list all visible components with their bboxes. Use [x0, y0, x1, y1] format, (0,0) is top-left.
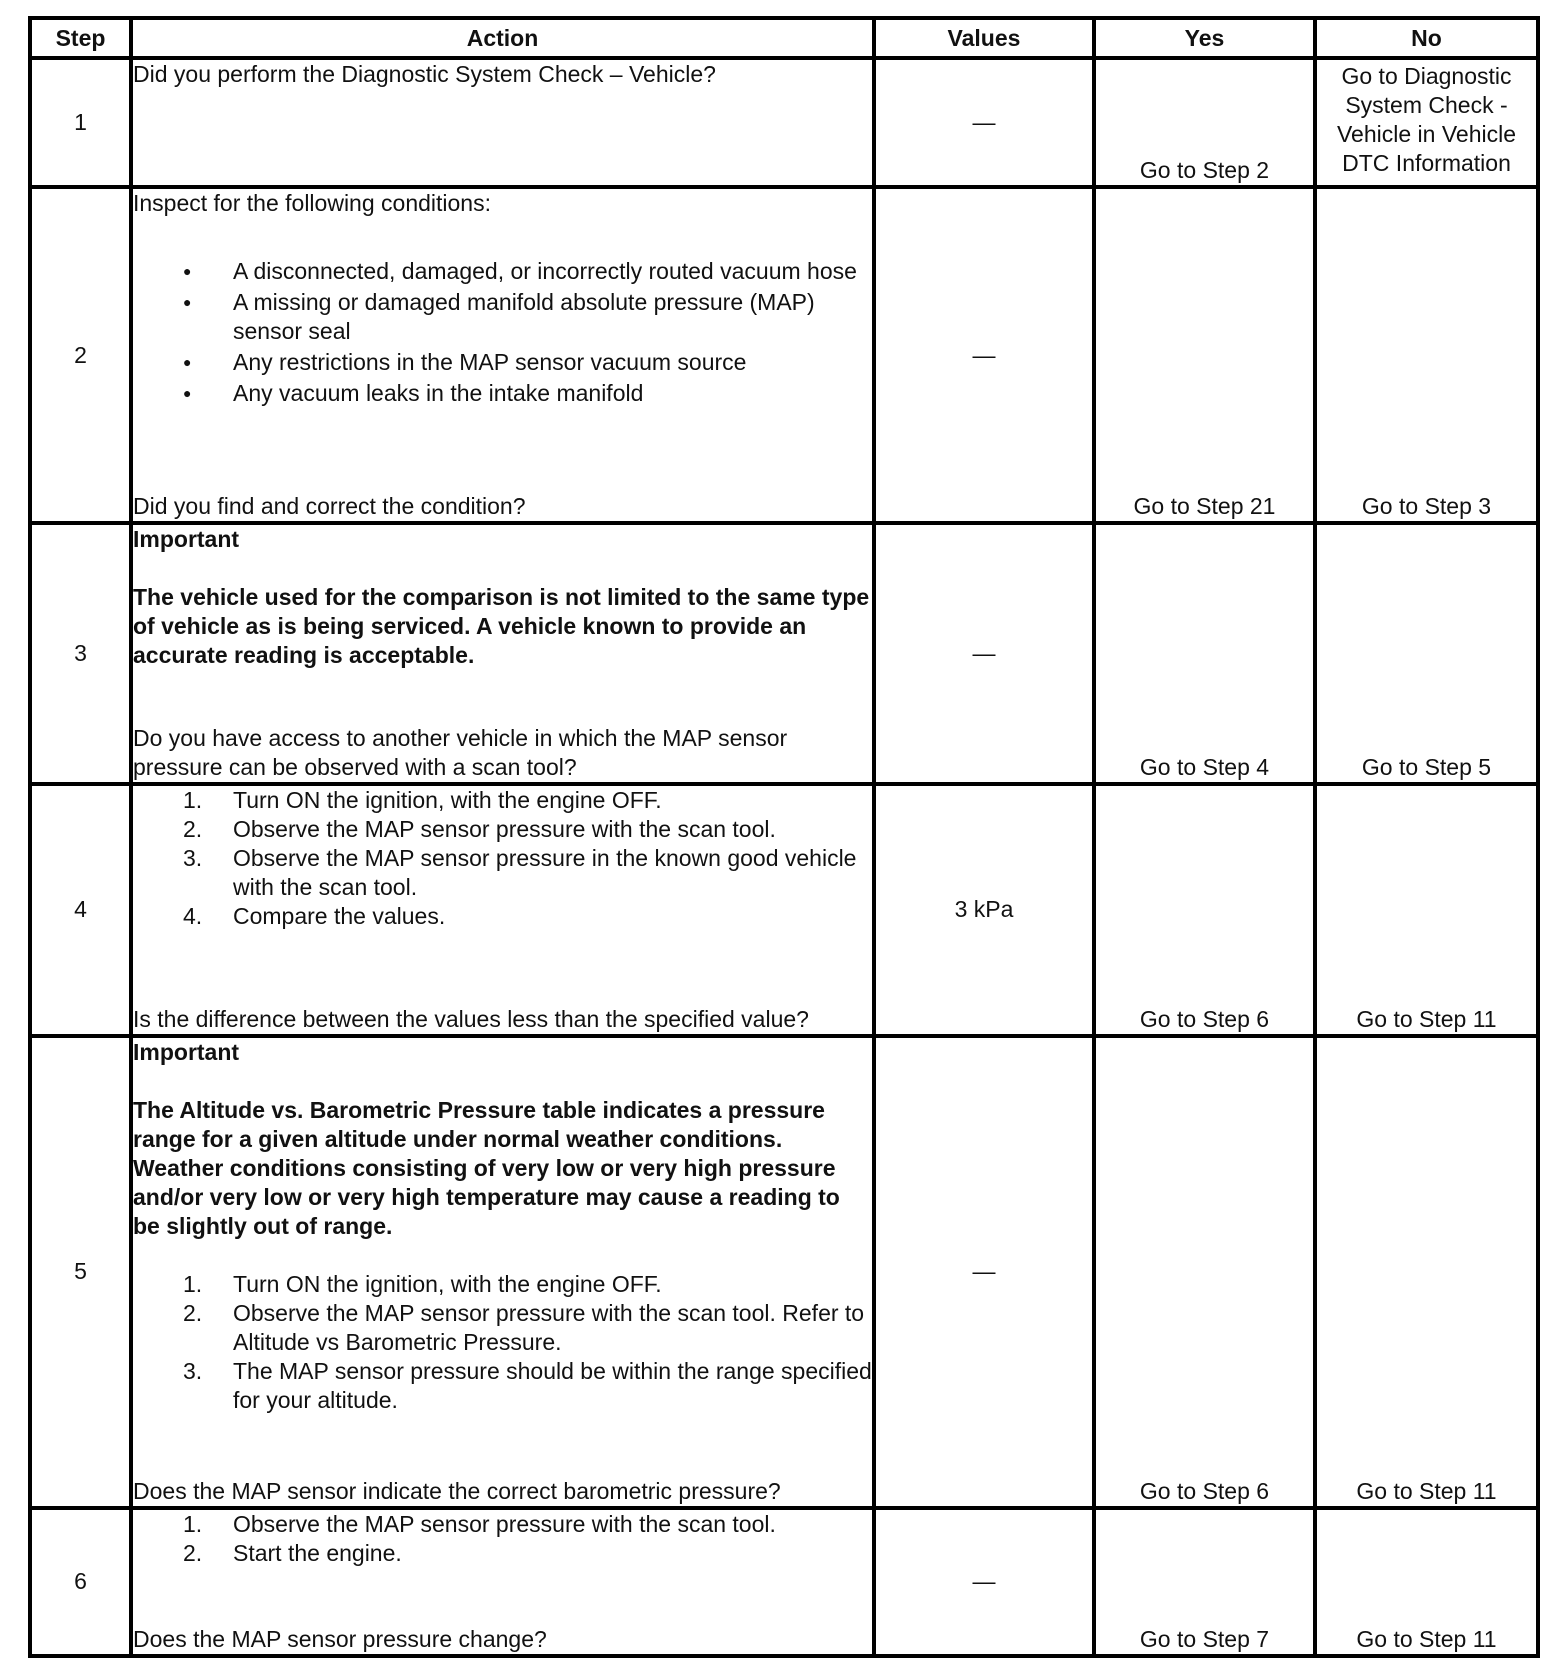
list-item: 2. Observe the MAP sensor pressure with the scan tool. Refer to Altitude vs Barometric Pressure. [183, 1300, 865, 1356]
table-row [30, 1036, 1538, 1508]
table-row [30, 58, 1538, 187]
important-label: Important [133, 526, 240, 553]
action-question: Did you perform the Diagnostic System Check – Vehicle? [133, 61, 716, 87]
values-cell: 3 kPa [874, 784, 1094, 1036]
action-question: Does the MAP sensor indicate the correct barometric pressure? [133, 1477, 781, 1504]
action-cell [131, 1036, 874, 1508]
action-cell [131, 187, 874, 523]
action-question: Does the MAP sensor pressure change? [133, 1626, 547, 1652]
table-row [30, 1508, 1538, 1656]
action-cell [131, 784, 874, 1036]
list-item: 3. The MAP sensor pressure should be within the range specified for your altitude. [183, 1358, 872, 1414]
values-cell: — [874, 523, 1094, 784]
values-cell: — [874, 1036, 1094, 1508]
step-number: 2 [30, 187, 131, 523]
header-no: No [1315, 18, 1538, 58]
yes-link[interactable]: Go to Step 4 [1094, 523, 1315, 784]
action-question: Is the difference between the values less than the specified value? [133, 1006, 809, 1033]
values-cell: — [874, 58, 1094, 187]
step-number: 6 [30, 1508, 131, 1656]
table-row [30, 523, 1538, 784]
list-item: 2. Start the engine. [183, 1539, 402, 1566]
table-row [30, 784, 1538, 1036]
no-link[interactable]: Go to Step 11 [1315, 1508, 1538, 1656]
action-question: Do you have access to another vehicle in which the MAP sensor pressure can be observed with a scan tool? [133, 724, 788, 780]
action-cell [131, 1508, 874, 1656]
no-link[interactable]: Go to Step 11 [1315, 1036, 1538, 1508]
header-action: Action [131, 18, 874, 58]
action-cell [131, 58, 874, 187]
list-item: ● A disconnected, damaged, or incorrectly routed vacuum hose [133, 257, 872, 286]
step-number: 3 [30, 523, 131, 784]
yes-link[interactable]: Go to Step 21 [1094, 187, 1315, 523]
list-item: ● Any restrictions in the MAP sensor vacuum source [133, 348, 872, 377]
list-item: ● A missing or damaged manifold absolute pressure (MAP) sensor seal [133, 288, 872, 346]
important-text: The vehicle used for the comparison is not limited to the same type of vehicle as is being serviced. A vehicle known to provide an accurate reading is acceptable. [133, 584, 870, 669]
table-row [30, 187, 1538, 523]
list-item: 1. Turn ON the ignition, with the engine OFF. [183, 786, 662, 813]
no-link[interactable]: Go to Diagnostic System Check - Vehicle in Vehicle DTC Information [1315, 58, 1538, 187]
step-number: 4 [30, 784, 131, 1036]
values-cell: — [874, 187, 1094, 523]
important-label: Important [133, 1039, 240, 1066]
diagnostic-table [28, 16, 1540, 1658]
yes-link[interactable]: Go to Step 7 [1094, 1508, 1315, 1656]
step-number: 5 [30, 1036, 131, 1508]
list-item: 3. Observe the MAP sensor pressure in the known good vehicle with the scan tool. [183, 844, 857, 900]
list-item: 2. Observe the MAP sensor pressure with the scan tool. [183, 815, 776, 842]
procedure-list [133, 1270, 872, 1415]
list-item: 1. Turn ON the ignition, with the engine OFF. [183, 1271, 662, 1298]
header-step: Step [30, 18, 131, 58]
yes-link[interactable]: Go to Step 2 [1094, 58, 1315, 187]
header-row [30, 18, 1538, 58]
step-number: 1 [30, 58, 131, 187]
list-item: 4. Compare the values. [183, 902, 446, 929]
important-text: The Altitude vs. Barometric Pressure table indicates a pressure range for a given altitude under normal weather conditions. Weather conditions consisting of very low or very high pressure and/or very low or very high temperature may cause a reading to be slightly out of range. [133, 1097, 840, 1240]
values-cell: — [874, 1508, 1094, 1656]
condition-list [133, 257, 872, 408]
procedure-list [133, 1510, 872, 1568]
header-yes: Yes [1094, 18, 1315, 58]
header-values: Values [874, 18, 1094, 58]
no-link[interactable]: Go to Step 5 [1315, 523, 1538, 784]
yes-link[interactable]: Go to Step 6 [1094, 1036, 1315, 1508]
list-item: ● Any vacuum leaks in the intake manifold [133, 379, 872, 408]
procedure-list [133, 786, 872, 931]
yes-link[interactable]: Go to Step 6 [1094, 784, 1315, 1036]
action-intro: Inspect for the following conditions: [133, 190, 491, 217]
action-question: Did you find and correct the condition? [133, 493, 526, 520]
no-link[interactable]: Go to Step 3 [1315, 187, 1538, 523]
list-item: 1. Observe the MAP sensor pressure with the scan tool. [183, 1510, 776, 1537]
no-link[interactable]: Go to Step 11 [1315, 784, 1538, 1036]
action-cell [131, 523, 874, 784]
